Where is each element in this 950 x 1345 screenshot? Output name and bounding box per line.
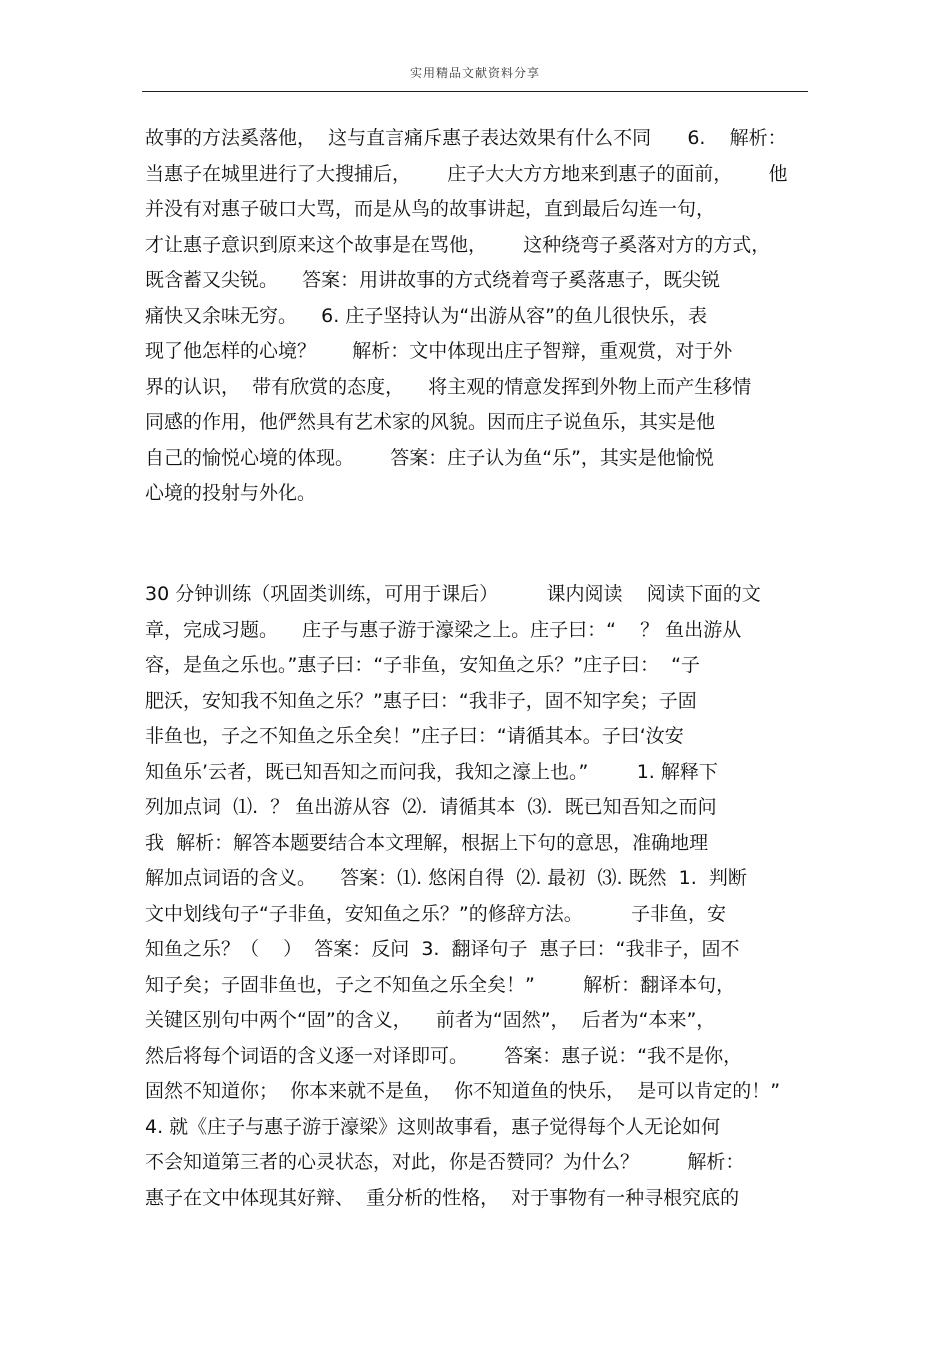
training-section bbox=[145, 577, 825, 1216]
text-line: 惠子在文中体现其好辩、 重分析的性格， 对于事物有一种寻根究底的 bbox=[145, 1186, 740, 1209]
text-line: 知子矣；子固非鱼也，子之不知鱼之乐全矣！” 解析：翻译本句， bbox=[145, 973, 736, 996]
text-line: 4. 就《庄子与惠子游于濠梁》这则故事看，惠子觉得每个人无论如何 bbox=[145, 1115, 721, 1138]
text-line: 然后将每个词语的含义逐一对译即可。 答案：惠子说：“我不是你， bbox=[145, 1044, 743, 1067]
text-line: 自己的愉悦心境的体现。 答案：庄子认为鱼“乐”，其实是他愉悦 bbox=[145, 446, 714, 469]
text-line: 容，是鱼之乐也。”惠子曰：“子非鱼，安知鱼之乐？”庄子曰： “子 bbox=[145, 654, 700, 676]
text-line: 非鱼也，子之不知鱼之乐全矣！”庄子曰：“请循其本。子曰‘汝安 bbox=[145, 725, 684, 747]
text-line: 固然不知道你； 你本来就不是鱼， 你不知道鱼的快乐， 是可以肯定的！” bbox=[145, 1080, 781, 1102]
text-line: 故事的方法奚落他， 这与直言痛斥惠子表达效果有什么不同 6. 解析： bbox=[145, 127, 787, 149]
text-line: 知鱼之乐？（ ） 答案：反问 3. 翻译句子 惠子曰：“我非子，固不 bbox=[145, 938, 740, 960]
text-line: 文中划线句子“子非鱼，安知鱼之乐？”的修辞方法。 子非鱼，安 bbox=[145, 902, 727, 925]
text-line: 才让惠子意识到原来这个故事是在骂他， 这种绕弯子奚落对方的方式， bbox=[145, 233, 771, 256]
text-line: 现了他怎样的心境？ 解析：文中体现出庄子智辩，重观赏，对于外 bbox=[145, 340, 733, 362]
text-line: 30 分钟训练（巩固类训练，可用于课后） 课内阅读 阅读下面的文 bbox=[145, 583, 761, 605]
text-line: 同感的作用，他俨然具有艺术家的风貌。因而庄子说鱼乐，其实是他 bbox=[145, 411, 716, 433]
answer-section bbox=[145, 121, 825, 512]
text-line: 章，完成习题。 庄子与惠子游于濠梁之上。庄子曰：“ ？ 鱼出游从 bbox=[145, 618, 742, 641]
text-line: 并没有对惠子破口大骂，而是从鸟的故事讲起，直到最后勾连一句， bbox=[145, 198, 716, 220]
header-divider bbox=[142, 91, 808, 92]
text-line: 列加点词 ⑴. ？ 鱼出游从容 ⑵. 请循其本 ⑶. 既已知吾知之而问 bbox=[145, 796, 717, 818]
page-header: 实用精品文献资料分享 bbox=[409, 66, 540, 80]
text-line: 肥沃，安知我不知鱼之乐？”惠子曰：“我非子，固不知字矣；子固 bbox=[145, 689, 697, 712]
text-line: 心境的投射与外化。 bbox=[145, 482, 317, 504]
text-line: 我 解析：解答本题要结合本文理解，根据上下句的意思，准确地理 bbox=[145, 831, 709, 854]
text-line: 界的认识， 带有欣赏的态度， 将主观的情意发挥到外物上而产生移情 bbox=[145, 375, 752, 398]
text-line: 关键区别句中两个“固”的含义， 前者为“固然”， 后者为“本来”， bbox=[145, 1009, 716, 1031]
text-line: 知鱼乐’云者，既已知吾知之而问我，我知之濠上也。” 1. 解释下 bbox=[145, 760, 718, 783]
text-line: 痛快又余味无穷。 6. 庄子坚持认为“出游从容”的鱼儿很快乐，表 bbox=[145, 304, 708, 327]
text-line: 既含蓄又尖锐。 答案：用讲故事的方式绕着弯子奚落惠子，既尖锐 bbox=[145, 269, 721, 291]
text-line: 不会知道第三者的心灵状态，对此，你是否赞同？为什么？ 解析： bbox=[145, 1151, 745, 1173]
text-line: 解加点词语的含义。 答案：⑴. 悠闲自得 ⑵. 最初 ⑶. 既然 1. 判断 bbox=[145, 867, 747, 889]
text-line: 当惠子在城里进行了大搜捕后， 庄子大大方方地来到惠子的面前， 他 bbox=[145, 162, 788, 185]
